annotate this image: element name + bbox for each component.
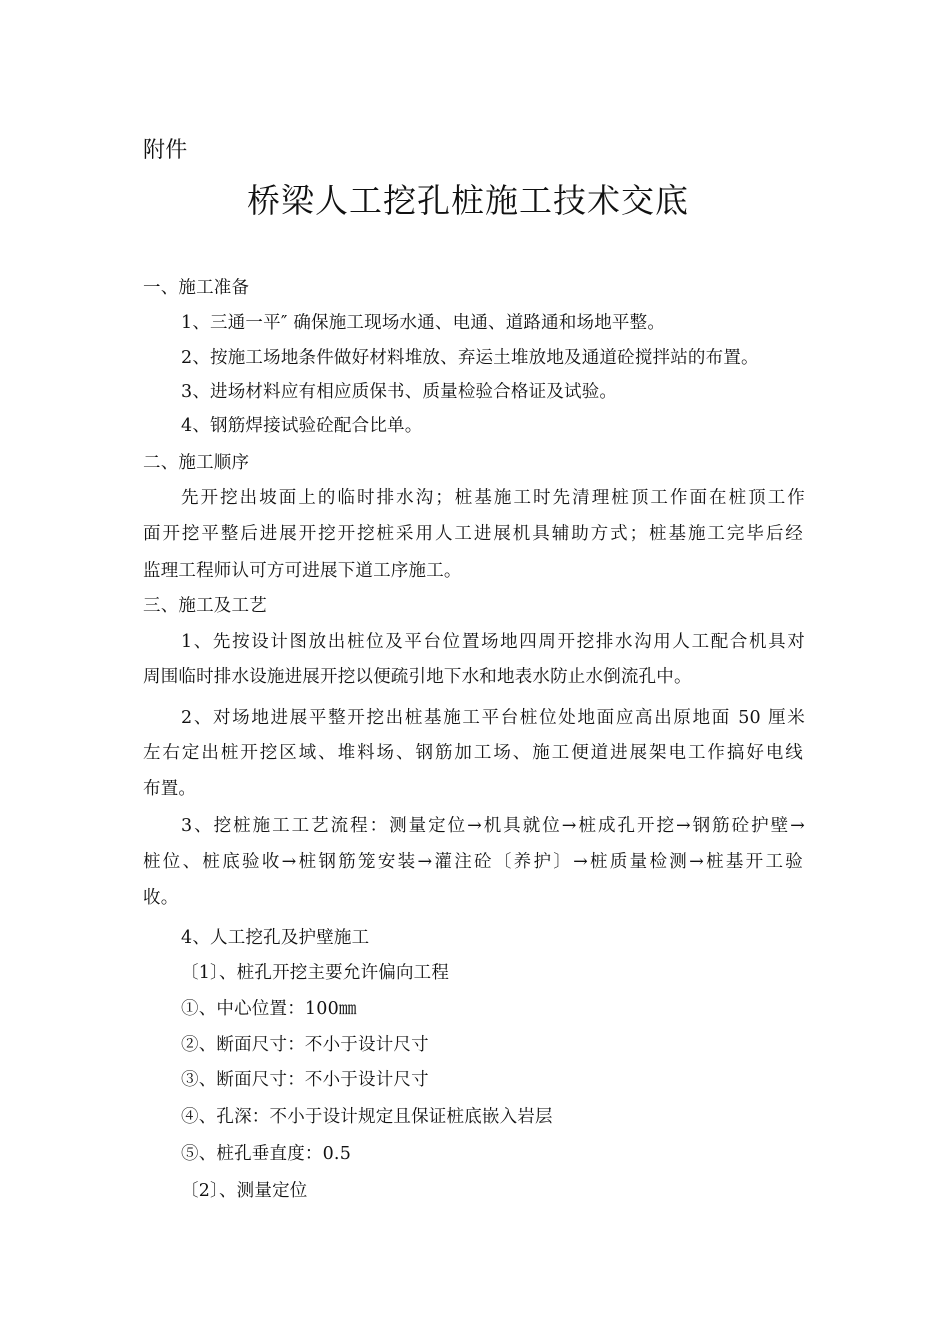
attachment-label: 附件 xyxy=(143,138,188,163)
paragraph-line: 监理工程师认可方可进展下道工序施工。 xyxy=(143,561,462,581)
list-item: 〔2〕、测量定位 xyxy=(181,1181,308,1201)
paragraph-line: 先开挖出坡面上的临时排水沟；桩基施工时先清理桩顶工作面在桩顶工作 xyxy=(181,488,805,508)
list-item: 〔1〕、桩孔开挖主要允许偏向工程 xyxy=(181,963,450,983)
list-item: ②、断面尺寸：不小于设计尺寸 xyxy=(181,1035,429,1055)
section-heading-sequence: 二、施工顺序 xyxy=(143,453,250,473)
paragraph-line: 3、挖桩施工工艺流程：测量定位→机具就位→桩成孔开挖→钢筋砼护壁→ xyxy=(181,816,805,836)
list-item: ③、断面尺寸：不小于设计尺寸 xyxy=(181,1070,429,1090)
paragraph-line: 2、按施工场地条件做好材料堆放、弃运土堆放地及通道砼搅拌站的布置。 xyxy=(181,348,759,368)
paragraph-line: 布置。 xyxy=(143,779,197,799)
paragraph-line: 桩位、桩底验收→桩钢筋笼安装→灌注砼〔养护〕→桩质量检测→桩基开工验 xyxy=(143,852,803,872)
paragraph-line: 3、进场材料应有相应质保书、质量检验合格证及试验。 xyxy=(181,382,618,402)
document-title: 桥梁人工挖孔桩施工技术交底 xyxy=(247,181,689,220)
paragraph-line: 收。 xyxy=(143,888,179,908)
paragraph-line: 2、对场地进展平整开挖出桩基施工平台桩位处地面应高出原地面 50 厘米 xyxy=(181,708,805,728)
paragraph-line: 1、三通一平″ 确保施工现场水通、电通、道路通和场地平整。 xyxy=(181,313,666,333)
section-heading-process: 三、施工及工艺 xyxy=(143,596,267,616)
paragraph-line: 面开挖平整后进展开挖开挖桩采用人工进展机具辅助方式；桩基施工完毕后经 xyxy=(143,524,803,544)
list-item: ④、孔深：不小于设计规定且保证桩底嵌入岩层 xyxy=(181,1107,553,1127)
paragraph-line: 周围临时排水设施进展开挖以便疏引地下水和地表水防止水倒流孔中。 xyxy=(143,667,692,687)
subsection-heading: 4、人工挖孔及护壁施工 xyxy=(181,928,370,948)
paragraph-line: 左右定出桩开挖区域、堆料场、钢筋加工场、施工便道进展架电工作搞好电线 xyxy=(143,743,803,763)
section-heading-preparation: 一、施工准备 xyxy=(143,278,250,298)
paragraph-line: 4、钢筋焊接试验砼配合比单。 xyxy=(181,416,423,436)
list-item: ⑤、桩孔垂直度：0.5 xyxy=(181,1144,352,1164)
paragraph-line: 1、先按设计图放出桩位及平台位置场地四周开挖排水沟用人工配合机具对 xyxy=(181,632,805,652)
list-item: ①、中心位置：100㎜ xyxy=(181,999,357,1019)
